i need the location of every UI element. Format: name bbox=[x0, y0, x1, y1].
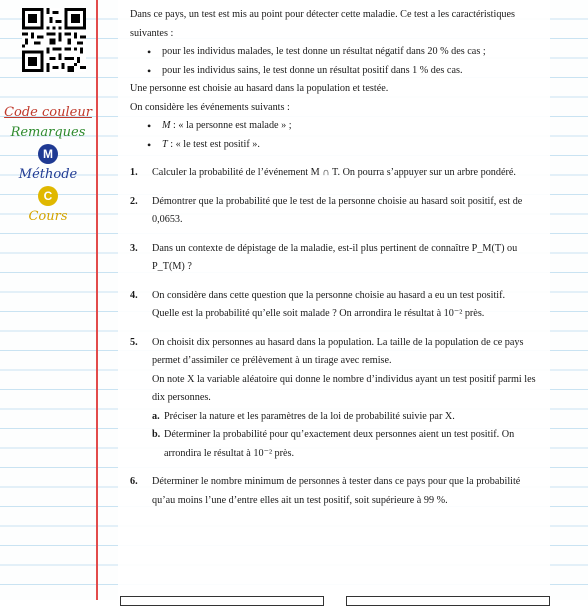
legend-methode: Méthode bbox=[18, 167, 78, 182]
exercise-content bbox=[130, 6, 542, 510]
color-code-legend bbox=[0, 104, 96, 226]
question-5 bbox=[130, 334, 542, 464]
question-number: 4. bbox=[130, 289, 138, 301]
footer-box-right bbox=[346, 596, 550, 606]
legend-remarques: Remarques bbox=[10, 125, 86, 140]
question-text-2: Quelle est la probabilité qu’elle soit malade ? On arrondira le résultat à 10⁻² près. bbox=[152, 308, 485, 319]
intro-text: Dans ce pays, un test est mis au point pour détecter cette maladie. Ce test a les caractéristiques suivantes : bbox=[130, 9, 516, 39]
methode-badge-icon: M bbox=[38, 144, 58, 164]
subquestion-label: b. bbox=[152, 429, 161, 440]
cours-badge-icon: C bbox=[38, 186, 58, 206]
red-margin-line bbox=[96, 0, 98, 600]
question-2 bbox=[130, 193, 542, 230]
intro-text-2: Une personne est choisie au hasard dans la population et testée. bbox=[130, 83, 389, 94]
question-text: Dans un contexte de dépistage de la maladie, est-il plus pertinent de connaître P_M(T) ou P_T(M) ? bbox=[152, 242, 518, 272]
event-t bbox=[130, 136, 542, 155]
question-1 bbox=[130, 164, 542, 183]
list-item: • pour les individus sains, le test donne un résultat positif dans 1 % des cas. bbox=[130, 62, 542, 81]
question-number: 3. bbox=[130, 242, 138, 254]
question-number: 1. bbox=[130, 167, 138, 178]
subquestion-a bbox=[152, 408, 542, 427]
qr-code-icon[interactable] bbox=[22, 8, 86, 72]
question-text: On considère dans cette question que la personne choisie au hasard a eu un test positif. bbox=[152, 289, 506, 301]
test-characteristics-list bbox=[130, 43, 542, 80]
events-list bbox=[130, 117, 542, 154]
question-3 bbox=[130, 240, 542, 277]
question-4 bbox=[130, 287, 542, 324]
event-m-var: M bbox=[162, 120, 171, 131]
question-text: On choisit dix personnes au hasard dans la population. La taille de la population de ce pays permet d’assimiler ce prélèvement à un tirage avec remise. bbox=[152, 336, 524, 366]
subquestion-label: a. bbox=[152, 410, 160, 422]
legend-cours: Cours bbox=[28, 209, 68, 224]
event-t-var: T bbox=[162, 138, 168, 150]
footer-box-left bbox=[120, 596, 324, 606]
subquestion-text: Préciser la nature et les paramètres de la loi de probabilité suivie par X. bbox=[164, 410, 455, 422]
question-text: Déterminer le nombre minimum de personnes à tester dans ce pays pour que la probabilité qu’au moins l’une d’entre elles ait un test positif, soit supérieure à 99 %. bbox=[152, 476, 521, 506]
subquestion-b bbox=[152, 426, 542, 463]
question-number: 2. bbox=[130, 195, 138, 207]
question-text-2: On note X la variable aléatoire qui donne le nombre d’individus ayant un test positif parmi les dix personnes. bbox=[152, 373, 536, 403]
event-m bbox=[130, 117, 542, 136]
question-text: Calculer la probabilité de l’événement M ∩ T. On pourra s’appuyer sur un arbre pondéré. bbox=[152, 167, 516, 178]
event-t-text: : « le test est positif ». bbox=[167, 138, 260, 150]
question-text: Démontrer que la probabilité que le test de la personne choisie au hasard soit positif, est de 0,0653. bbox=[152, 195, 523, 225]
event-m-text: : « la personne est malade » ; bbox=[170, 120, 292, 131]
question-6 bbox=[130, 473, 542, 510]
question-number: 6. bbox=[130, 476, 138, 487]
intro-text-3: On considère les événements suivants : bbox=[130, 101, 290, 113]
question-number: 5. bbox=[130, 336, 138, 348]
subquestion-text: Déterminer la probabilité pour qu’exactement deux personnes aient un test positif. On arrondira le résultat à 10⁻² près. bbox=[164, 429, 515, 459]
legend-title: Code couleur bbox=[4, 105, 92, 120]
list-item: • pour les individus malades, le test donne un résultat négatif dans 20 % des cas ; bbox=[130, 43, 542, 62]
